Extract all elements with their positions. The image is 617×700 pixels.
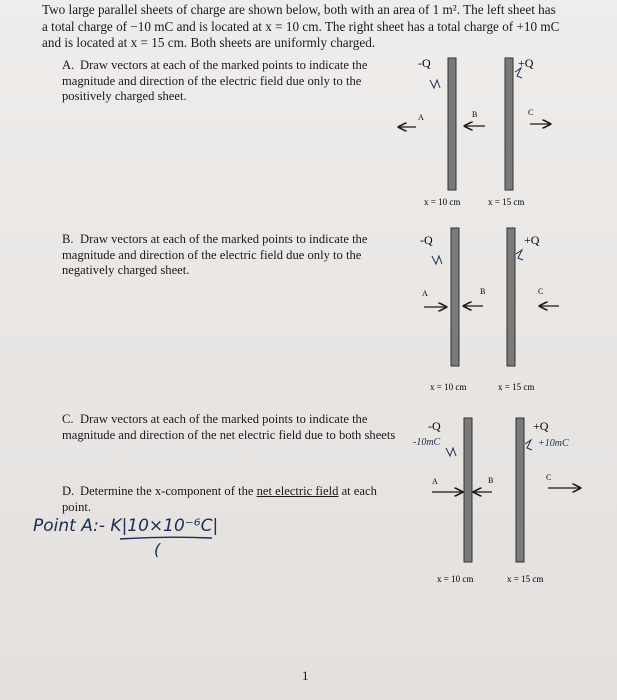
fig-c-neg-label: -Q: [428, 419, 441, 433]
fig-c-negative-sheet: [464, 418, 472, 562]
fig-a-x-right: x = 15 cm: [488, 197, 525, 207]
figure-b: [420, 228, 559, 392]
fig-c-point-c: C: [546, 473, 552, 482]
question-a-letter: A.: [62, 58, 75, 72]
fig-c-positive-sheet: [516, 418, 524, 562]
fig-b-pen-mark-right: [516, 250, 523, 260]
fig-a-negative-sheet: [448, 58, 456, 190]
intro-sentence-2: The left sheet has a total charge of −10 mC and is located at x = 10 cm.: [42, 2, 556, 34]
handwritten-denominator: (: [154, 540, 161, 559]
question-c-letter: C.: [62, 412, 74, 426]
fig-a-point-b: B: [472, 110, 478, 119]
fig-c-hand-neg-charge: -10mC: [413, 437, 441, 448]
intro-sentence-4: Both sheets are uniformly charged.: [190, 35, 376, 50]
fig-b-neg-label: -Q: [420, 233, 433, 247]
fig-c-hand-pos-charge: +10mC: [538, 438, 569, 449]
fig-a-pos-label: +Q: [518, 56, 534, 70]
question-d-text-underlined: net electric field: [256, 484, 339, 498]
fig-b-point-b: B: [480, 287, 486, 296]
intro-sentence-1: Two large parallel sheets of charge are shown below, both with an area of 1 m².: [42, 2, 461, 17]
fig-c-x-right: x = 15 cm: [507, 574, 544, 584]
fig-b-x-right: x = 15 cm: [498, 382, 535, 392]
fig-a-pen-mark-left: [430, 80, 440, 88]
fig-c-pen-mark-left: [446, 448, 456, 456]
fig-c-x-left: x = 10 cm: [437, 574, 474, 584]
fig-c-point-b: B: [488, 476, 494, 485]
fig-b-negative-sheet: [451, 228, 459, 366]
fig-a-point-c: C: [528, 108, 534, 117]
fig-b-pos-label: +Q: [524, 233, 540, 247]
question-b-text: Draw vectors at each of the marked points to indicate the magnitude and direction of the electric field due only to the negatively charged sheet.: [62, 232, 368, 277]
question-b-letter: B.: [62, 232, 74, 246]
figure-a: [399, 56, 550, 207]
fig-c-point-a: A: [432, 477, 438, 486]
fig-b-x-left: x = 10 cm: [430, 382, 467, 392]
fig-a-positive-sheet: [505, 58, 513, 190]
question-d-letter: D.: [62, 484, 75, 498]
question-a-text: Draw vectors at each of the marked points to indicate the magnitude and direction of the electric field due only to the positively charged sheet.: [62, 58, 368, 103]
question-d-text-pre: Determine the x-component of the: [80, 484, 257, 498]
figure-c: [413, 418, 580, 584]
page-number: 1: [302, 668, 309, 683]
fig-c-pen-mark-right: [525, 440, 532, 450]
fig-a-neg-label: -Q: [418, 56, 431, 70]
question-d-text-post: at each point.: [62, 484, 377, 514]
fig-b-point-a: A: [422, 289, 428, 298]
intro-sentence-3: The right sheet has a total charge of +10 mC and is located at x = 15 cm.: [42, 18, 560, 50]
fig-a-point-a: A: [418, 113, 424, 122]
fig-b-pen-mark-left: [432, 256, 442, 264]
fig-b-positive-sheet: [507, 228, 515, 366]
question-c-text: Draw vectors at each of the marked points to indicate the magnitude and direction of the net electric field due to both sheets: [62, 412, 396, 442]
fig-b-point-c: C: [538, 287, 544, 296]
handwritten-point-a: Point A:- K|10×10⁻⁶C|: [33, 516, 219, 536]
fig-a-x-left: x = 10 cm: [424, 197, 461, 207]
fig-c-pos-label: +Q: [533, 419, 549, 433]
